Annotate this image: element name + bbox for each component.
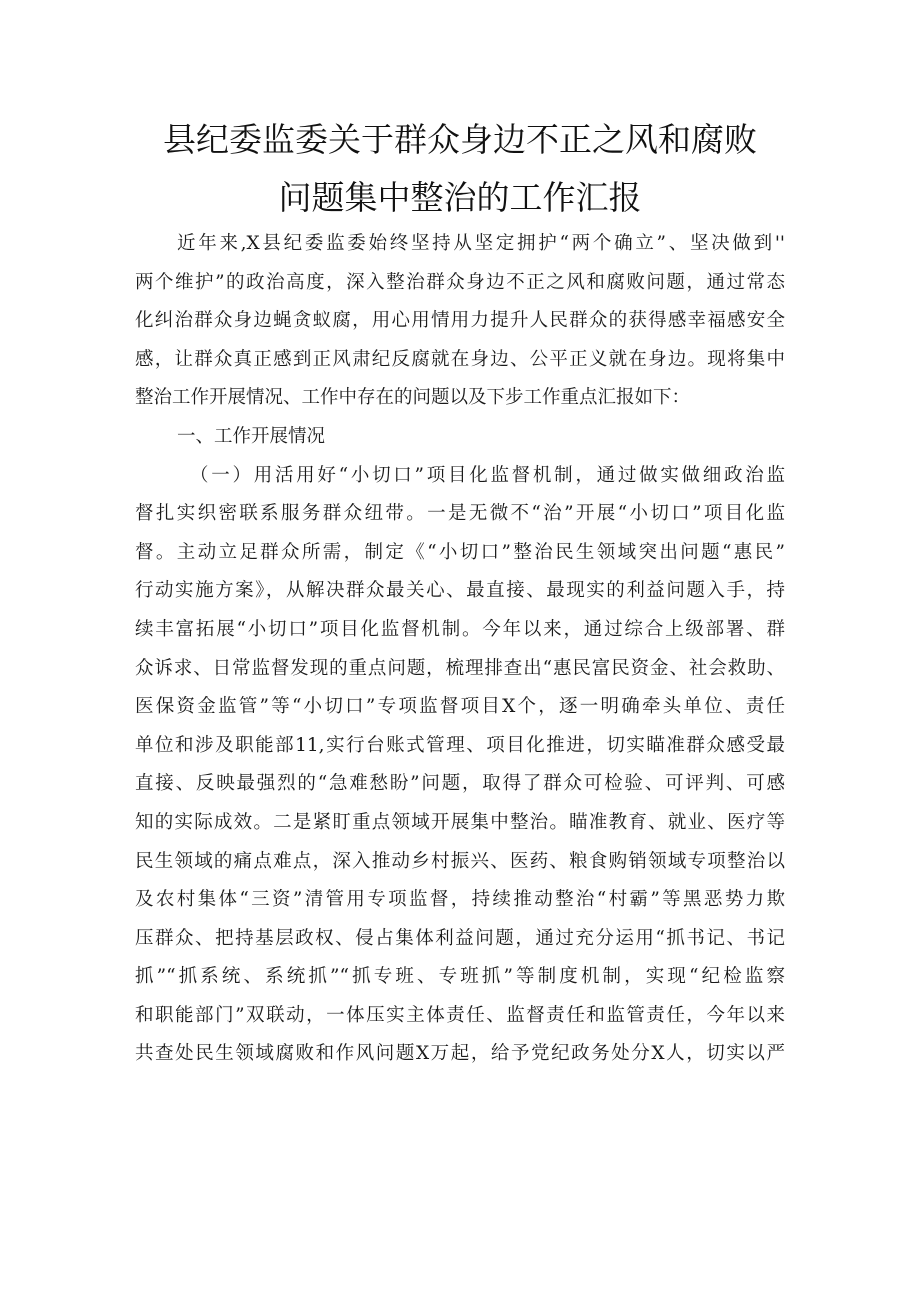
paragraph-line: 及农村集体“三资”清管用专项监督，持续推动整治“村霸”等黑恶势力欺 <box>135 889 785 911</box>
paragraph-line: 感，让群众真正感到正风肃纪反腐就在身边、公平正义就在身边。现将集中 <box>135 348 785 370</box>
paragraph-line: 两个维护”的政治高度，深入整治群众身边不正之风和腐败问题，通过常态 <box>135 271 785 293</box>
paragraph-line: 民生领域的痛点难点，深入推动乡村振兴、医药、粮食购销领域专项整治以 <box>135 850 785 872</box>
paragraph-line: 单位和涉及职能部11,实行台账式管理、项目化推进，切实瞄准群众感受最 <box>135 734 785 756</box>
paragraph-line: 抓”“抓系统、系统抓”“抓专班、专班抓”等制度机制，实现“纪检监察 <box>135 966 785 988</box>
paragraph-line: 督。主动立足群众所需，制定《“小切口”整治民生领域突出问题“惠民” <box>135 541 785 563</box>
paragraph-line: 续丰富拓展“小切口”项目化监督机制。今年以来，通过综合上级部署、群 <box>135 618 785 640</box>
paragraph-line: 化纠治群众身边蝇贪蚁腐，用心用情用力提升人民群众的获得感幸福感安全 <box>135 310 785 332</box>
paragraph-line: 直接、反映最强烈的“急难愁盼”问题，取得了群众可检验、可评判、可感 <box>135 773 785 795</box>
paragraph-line: 医保资金监管”等“小切口”专项监督项目X个，逐一明确牵头单位、责任 <box>135 696 785 718</box>
section-heading: 一、工作开展情况 <box>177 425 326 447</box>
document-title-line-1: 县纪委监委关于群众身边不正之风和腐败 <box>163 120 757 159</box>
document-title-line-2: 问题集中整治的工作汇报 <box>278 178 642 217</box>
paragraph-line: 整治工作开展情况、工作中存在的问题以及下步工作重点汇报如下： <box>135 387 691 409</box>
paragraph-line: 众诉求、日常监督发现的重点问题，梳理排查出“惠民富民资金、社会救助、 <box>135 657 785 679</box>
paragraph-line: 共查处民生领域腐败和作风问题X万起，给予党纪政务处分X人，切实以严 <box>135 1043 785 1065</box>
document-body <box>135 225 785 1074</box>
paragraph-line: 行动实施方案》，从解决群众最关心、最直接、最现实的利益问题入手，持 <box>135 580 785 602</box>
paragraph-line: （一）用活用好“小切口”项目化监督机制，通过做实做细政治监 <box>190 464 785 486</box>
paragraph-line: 压群众、把持基层政权、侵占集体利益问题，通过充分运用“抓书记、书记 <box>135 927 785 949</box>
paragraph-line: 近年来,X县纪委监委始终坚持从坚定拥护“两个确立”、坚决做到'' <box>177 233 785 254</box>
paragraph-line: 知的实际成效。二是紧盯重点领域开展集中整治。瞄准教育、就业、医疗等 <box>135 811 785 833</box>
paragraph-line: 督扎实织密联系服务群众纽带。一是无微不“治”开展“小切口”项目化监 <box>135 503 785 525</box>
paragraph-line: 和职能部门”双联动，一体压实主体责任、监督责任和监管责任，今年以来 <box>135 1004 785 1026</box>
